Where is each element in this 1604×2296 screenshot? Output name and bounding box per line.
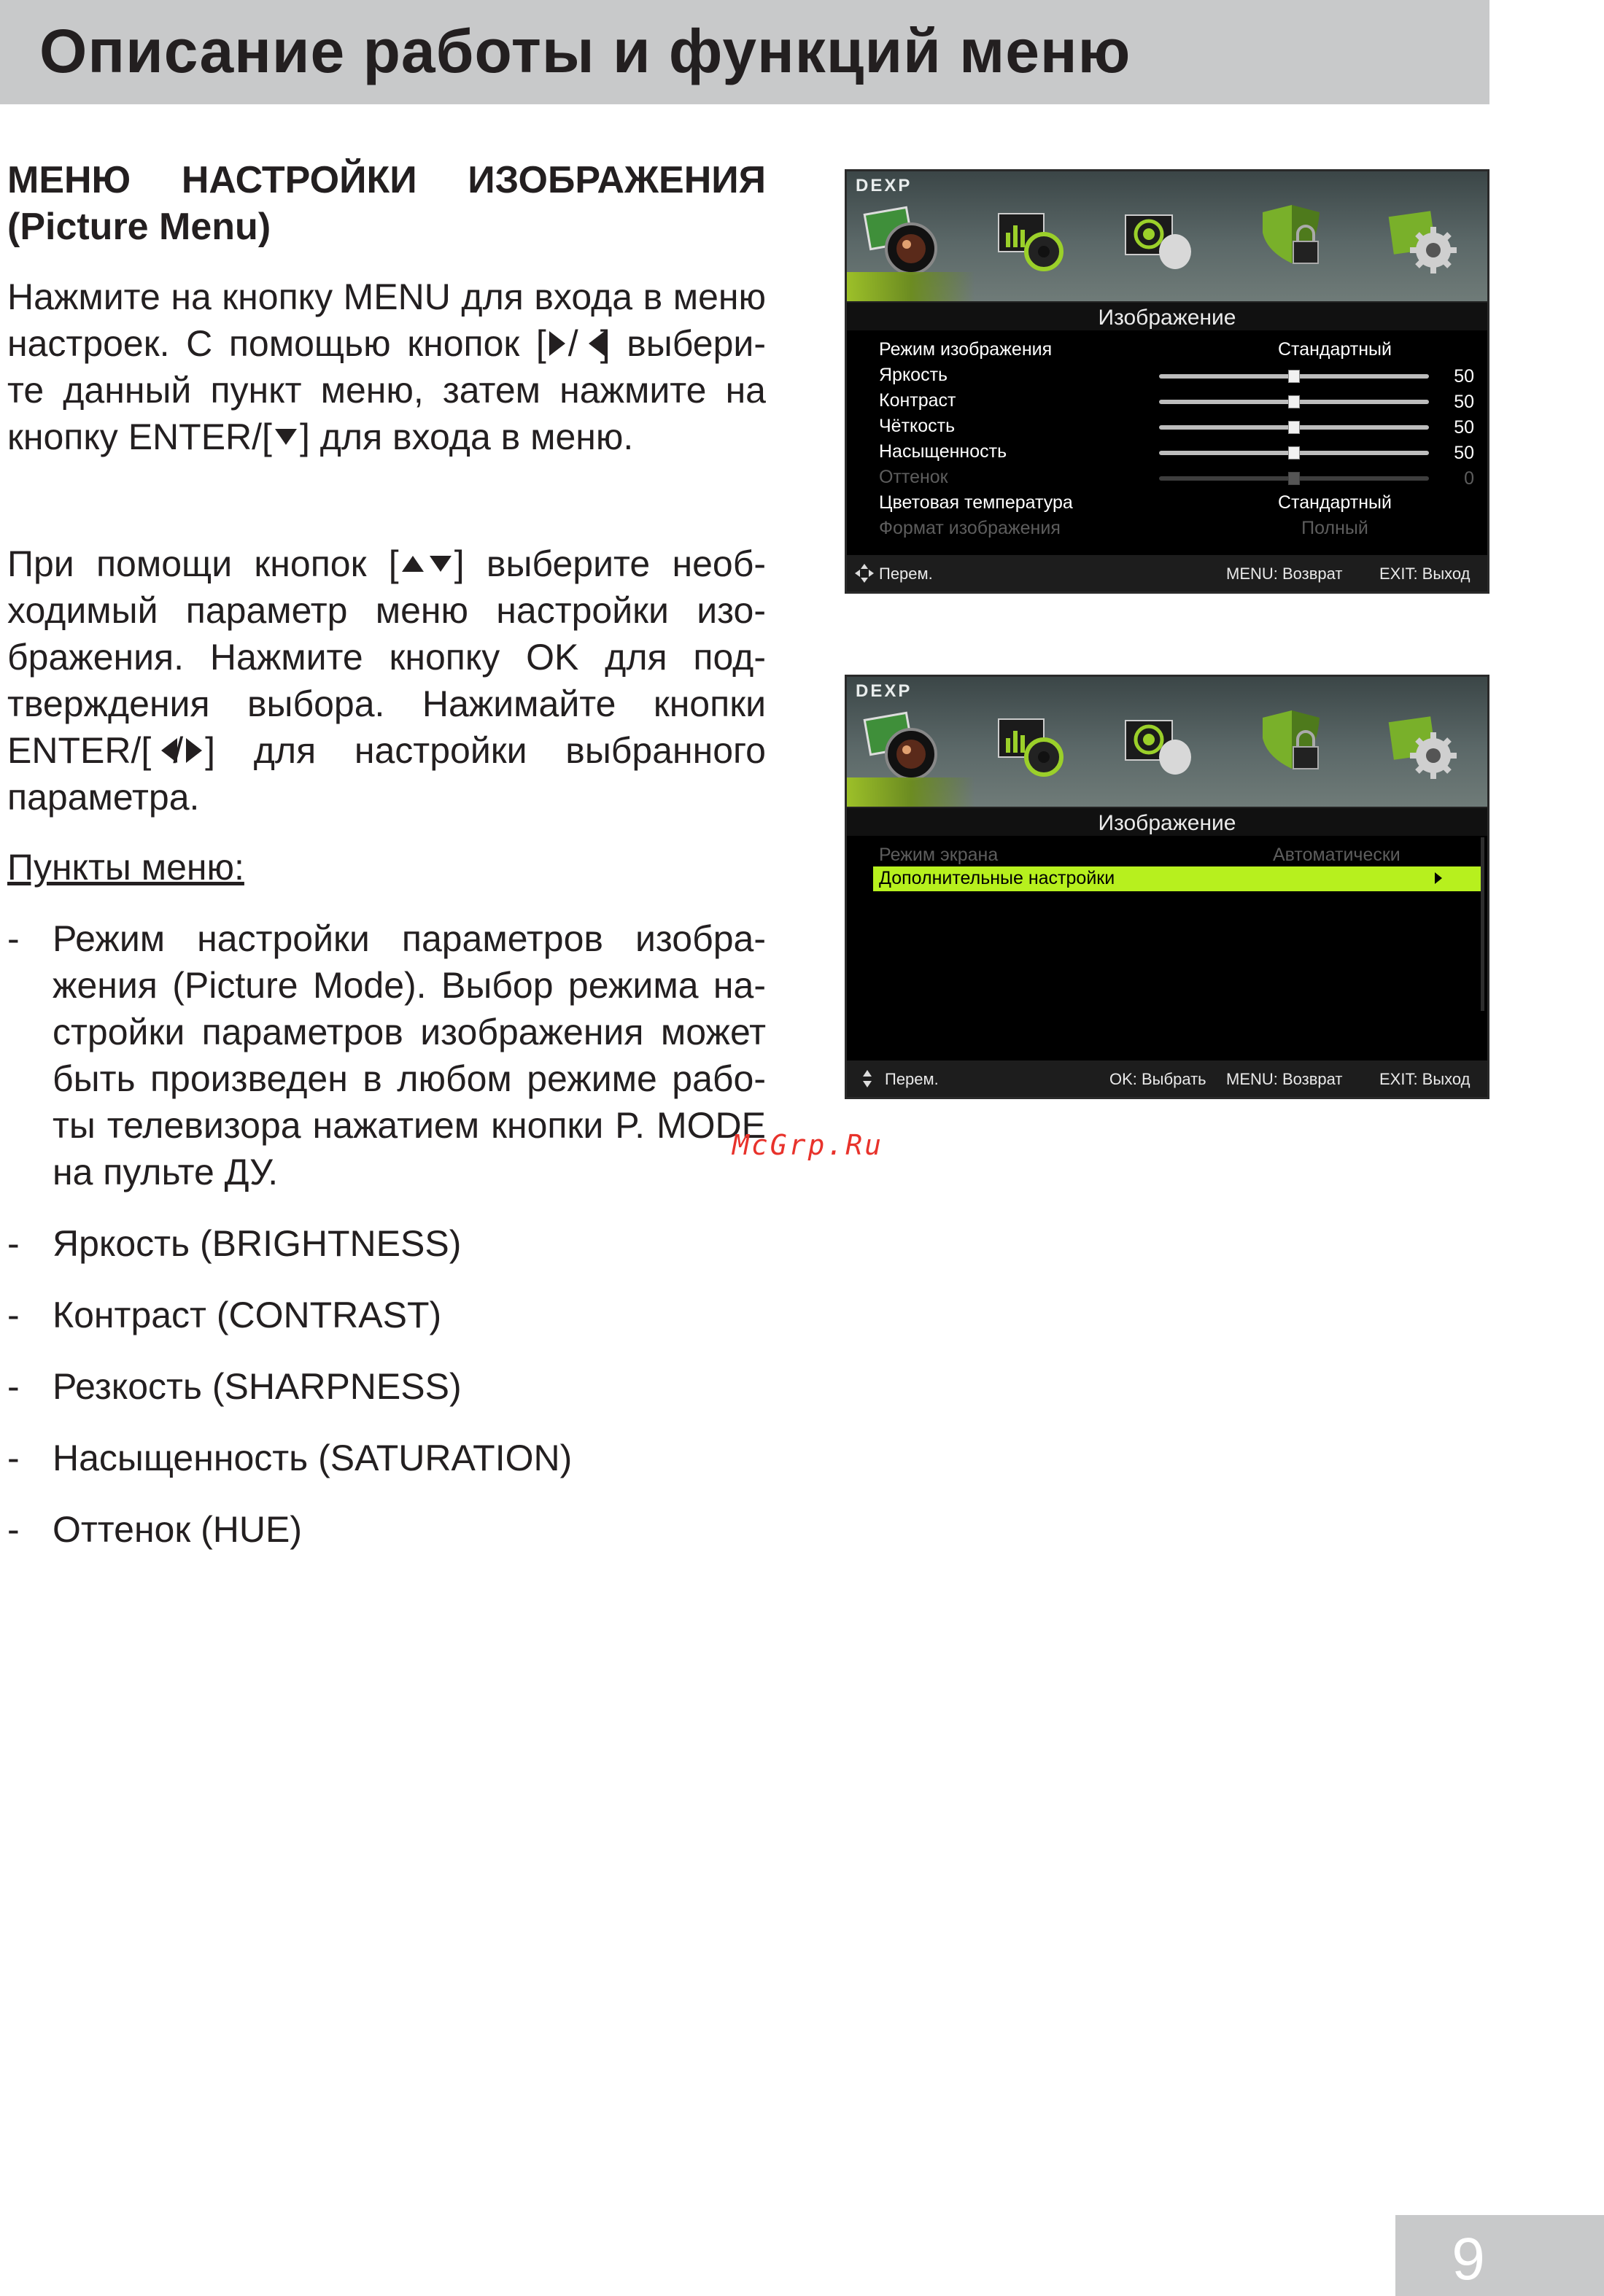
p1-text-b: /: [567, 323, 578, 364]
row-label: Дополнительные настройки: [879, 868, 1115, 888]
p2-text-a: При помощи кнопок [: [7, 543, 399, 584]
row-number: 50: [1454, 392, 1474, 412]
row-label: Цветовая температура: [879, 492, 1073, 513]
menu-scrollbar[interactable]: [1481, 837, 1484, 1011]
tv-menu-titlebar: [847, 807, 1487, 836]
list-dash: -: [7, 1366, 20, 1407]
row-label: Насыщенность: [879, 441, 1007, 462]
menu-row-sharpness[interactable]: [879, 414, 1477, 438]
menu-row-advanced-settings[interactable]: [873, 866, 1484, 891]
tv-menu-title: Изображение: [1098, 306, 1236, 330]
list-item: [7, 1506, 766, 1553]
menu-row-contrast[interactable]: [879, 389, 1477, 412]
row-label: Контраст: [879, 390, 956, 411]
row-value: Стандартный: [1278, 339, 1392, 360]
list-item: [7, 1292, 766, 1338]
submenu-arrow-icon: [1435, 872, 1442, 884]
sound-icon[interactable]: [994, 201, 1073, 279]
tv-screen-picture-submenu: [845, 675, 1489, 1099]
list-item: [7, 1220, 766, 1267]
move-arrows-icon: [854, 563, 875, 583]
row-value: Автоматически: [1273, 845, 1400, 865]
p1-text-a: Нажмите на кнопку MENU для входа в меню настроек. С помощью кнопок [: [7, 276, 766, 364]
tv-menu-titlebar: [847, 301, 1487, 330]
section-subtitle: (Picture Menu): [7, 206, 271, 248]
lock-icon[interactable]: [1252, 201, 1331, 279]
left-column: [7, 157, 766, 1578]
menu-row-brightness[interactable]: [879, 363, 1477, 387]
list-item-text: Резкость (SHARPNESS): [53, 1366, 462, 1407]
saturation-slider[interactable]: [1159, 451, 1429, 455]
list-item-text: Насыщенность (SATURATION): [53, 1438, 573, 1478]
row-label: Режим экрана: [879, 845, 999, 865]
list-item-text: Оттенок (HUE): [53, 1509, 302, 1550]
list-dash: -: [7, 1295, 20, 1335]
sharpness-slider[interactable]: [1159, 425, 1429, 430]
row-label: Формат изображения: [879, 518, 1061, 538]
footer-menu-hint: MENU: Возврат: [1226, 565, 1343, 583]
p1-text-c: ] выбери-те данный пункт меню, затем нажмите на кнопку ENTER/[: [7, 323, 766, 457]
p2-text-b: ] выберите необ-ходимый параметр меню настройки изо-бражения. Нажмите кнопку OK для под-тверждения выбора. Нажимайте кнопки ENTER/[: [7, 543, 766, 771]
menu-row-saturation[interactable]: [879, 440, 1477, 463]
p2-text-d: ] для настройки выбранного параметра.: [7, 730, 766, 818]
picture-icon[interactable]: [863, 201, 942, 279]
list-item-text: Яркость (BRIGHTNESS): [53, 1223, 462, 1264]
row-number: 50: [1454, 366, 1474, 387]
brightness-slider[interactable]: [1159, 374, 1429, 379]
arrow-right-icon: [186, 738, 202, 763]
menu-items-heading: Пункты меню:: [7, 847, 244, 888]
slider-knob[interactable]: [1288, 421, 1300, 434]
watermark: McGrp.Ru: [732, 1129, 884, 1161]
tv-icon-bar: [847, 677, 1487, 807]
lock-icon[interactable]: [1252, 706, 1331, 785]
list-dash: -: [7, 1438, 20, 1478]
list-item-text: Режим настройки параметров изобра-жения (Picture Mode). Выбор режима на-стройки параметров изображения может быть произведен в любом режиме рабо-ты телевизора нажатием кнопки P. MODE на пульте ДУ.: [53, 918, 766, 1192]
page-header: [0, 0, 1489, 104]
dexp-logo: DEXP: [856, 681, 913, 701]
arrow-right-icon: [549, 331, 565, 356]
arrow-left-icon: [161, 738, 177, 763]
list-item: [7, 1435, 766, 1481]
menu-row-picture-mode[interactable]: [879, 338, 1477, 361]
footer-menu-hint: MENU: Возврат: [1226, 1070, 1343, 1088]
arrow-down-icon: [430, 556, 452, 572]
page-number: 9: [1452, 2226, 1485, 2292]
slider-knob: [1288, 472, 1300, 485]
menu-row-screen-mode: [879, 843, 1477, 866]
settings-gear-icon[interactable]: [1384, 201, 1462, 279]
hue-slider: [1159, 476, 1429, 481]
settings-gear-icon[interactable]: [1384, 706, 1462, 785]
p2-text-c: /: [173, 730, 184, 771]
arrow-up-icon: [402, 556, 424, 572]
menu-row-color-temperature[interactable]: [879, 491, 1477, 514]
footer-exit-hint: EXIT: Выход: [1379, 565, 1471, 583]
paragraph-enter-menu: [7, 274, 766, 460]
tv-menu-body: [847, 837, 1487, 1056]
page-number-box: [1395, 2215, 1604, 2296]
menu-items-list: [7, 915, 766, 1553]
menu-row-aspect-ratio: [879, 516, 1477, 540]
row-label: Оттенок: [879, 467, 948, 487]
row-number: 50: [1454, 443, 1474, 463]
menu-row-hue: [879, 465, 1477, 489]
slider-knob[interactable]: [1288, 395, 1300, 408]
page-title: Описание работы и функций меню: [39, 17, 1131, 85]
section-title: МЕНЮ НАСТРОЙКИ ИЗОБРАЖЕНИЯ: [7, 159, 766, 201]
footer-exit-hint: EXIT: Выход: [1379, 1070, 1471, 1088]
contrast-slider[interactable]: [1159, 400, 1429, 404]
row-label: Яркость: [879, 365, 948, 385]
row-number: 50: [1454, 417, 1474, 438]
list-item-text: Контраст (CONTRAST): [53, 1295, 442, 1335]
list-item: [7, 915, 766, 1195]
list-dash: -: [7, 918, 20, 959]
list-item: [7, 1363, 766, 1410]
tv-menu-title: Изображение: [1098, 811, 1236, 835]
tv-menu-footer: [847, 1060, 1487, 1097]
row-value: Полный: [1301, 518, 1368, 538]
arrow-down-icon: [275, 429, 297, 445]
footer-ok-hint: OK: Выбрать: [1109, 1070, 1206, 1088]
row-label: Режим изображения: [879, 339, 1053, 360]
p1-text-d: ] для входа в меню.: [299, 416, 634, 457]
dexp-logo: DEXP: [856, 176, 913, 195]
tv-screen-picture-menu: [845, 169, 1489, 594]
footer-move-hint: Перем.: [885, 1070, 939, 1088]
row-number: 0: [1464, 468, 1474, 489]
tv-menu-body: [847, 332, 1487, 551]
up-down-arrows-icon: [861, 1069, 873, 1089]
arrow-left-icon: [589, 331, 605, 356]
row-label: Чёткость: [879, 416, 956, 436]
slider-knob[interactable]: [1288, 446, 1300, 459]
paragraph-select-parameter: [7, 540, 766, 821]
tv-icon-bar: [847, 171, 1487, 301]
list-dash: -: [7, 1509, 20, 1550]
tv-menu-footer: [847, 555, 1487, 592]
sound-icon[interactable]: [994, 706, 1073, 785]
list-dash: -: [7, 1223, 20, 1264]
channel-icon[interactable]: [1123, 706, 1201, 785]
channel-icon[interactable]: [1123, 201, 1201, 279]
picture-icon[interactable]: [863, 706, 942, 785]
row-value: Стандартный: [1278, 492, 1392, 513]
footer-move-hint: Перем.: [879, 565, 933, 583]
slider-knob[interactable]: [1288, 370, 1300, 383]
